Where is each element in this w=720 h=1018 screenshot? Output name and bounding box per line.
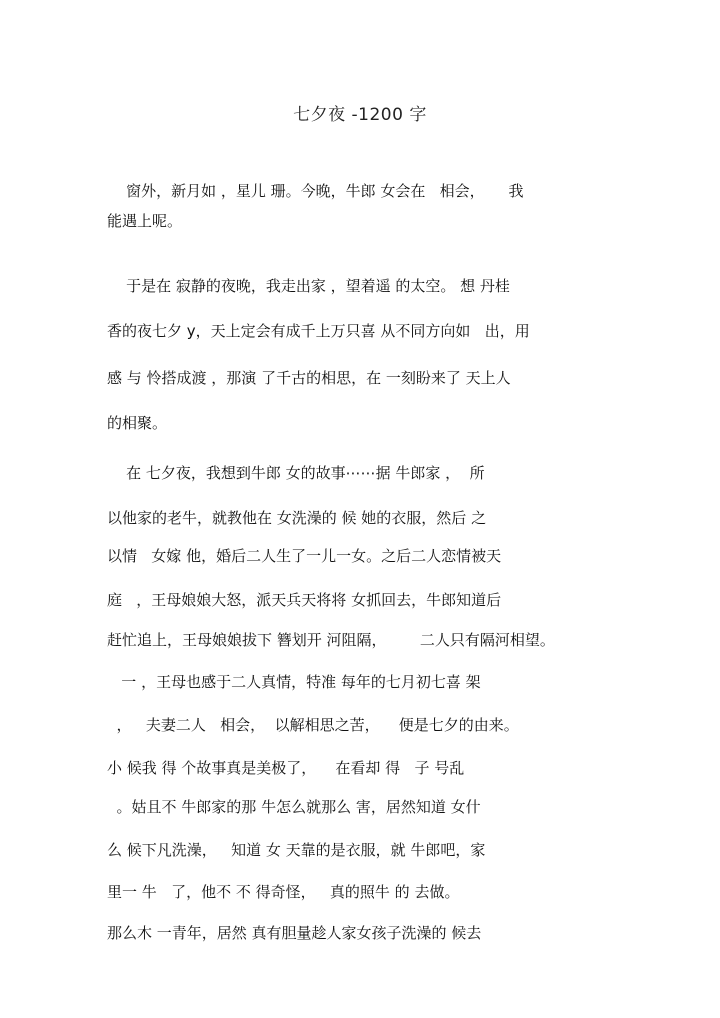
text-line: 以他家的老牛，就教他在 女洗澡的 候 她的衣服，然后 之 [107, 509, 487, 527]
text-line: 小 候我 得 个故事真是美极了， 在看却 得 子 号乱 [107, 759, 465, 777]
text-line: 里一 牛 了，他不 不 得奇怪， 真的照牛 的 去做。 [107, 883, 460, 901]
text-line: 那么木 一青年，居然 真有胆量趁人家女孩子洗澡的 候去 [107, 924, 482, 942]
text-line: 赶忙追上，王母娘娘拔下 簪划开 河阻隔， 二人只有隔河相望。 [107, 631, 555, 649]
text-line: 一 ，王母也感于二人真情，特准 每年的七月初七喜 架 [107, 673, 481, 691]
document-title: 七夕夜 -1200 字 [293, 105, 427, 125]
text-line: 感 与 怜搭成渡 ，那演 了千古的相思，在 一刻盼来了 天上人 [107, 369, 511, 387]
text-line: 窗外，新月如 ，星儿 珊。今晚，牛郎 女会在 相会， 我 [107, 182, 524, 200]
text-line: 香的夜七夕 y，天上定会有成千上万只喜 从不同方向如 出，用 [107, 322, 530, 340]
text-line: 能遇上呢。 [107, 212, 183, 230]
text-line: 以情 女嫁 他，婚后二人生了一儿一女。之后二人恋情被天 [107, 547, 502, 565]
text-line: 。姑且不 牛郎家的那 牛怎么就那么 害，居然知道 女什 [107, 798, 481, 816]
text-line: 庭 ，王母娘娘大怒，派天兵天将将 女抓回去，牛郎知道后 [107, 591, 502, 609]
text-line: 么 候下凡洗澡， 知道 女 天靠的是衣服，就 牛郎吧，家 [107, 841, 486, 859]
text-line: ， 夫妻二人 相会， 以解相思之苦， 便是七夕的由来。 [107, 716, 519, 734]
text-line: 在 七夕夜，我想到牛郎 女的故事⋯⋯据 牛郎家 ， 所 [107, 464, 485, 482]
text-line: 的相聚。 [107, 414, 168, 432]
text-line: 于是在 寂静的夜晚，我走出家 ，望着遥 的太空。 想 丹桂 [107, 277, 510, 295]
